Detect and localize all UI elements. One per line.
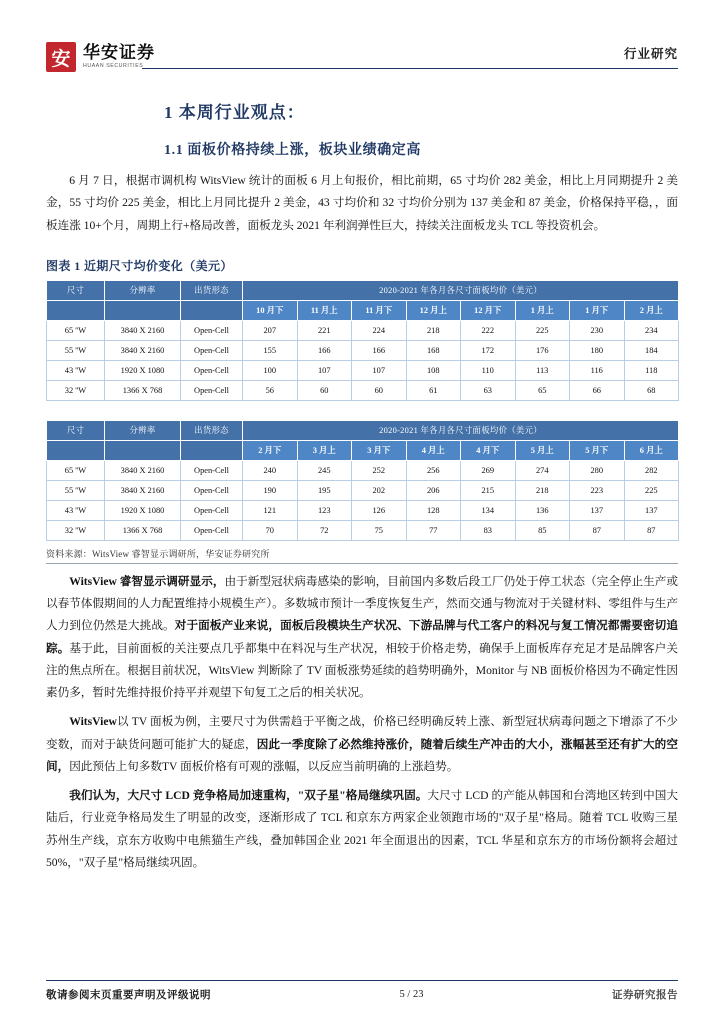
table-row (47, 480, 679, 500)
cell-value: 107 (297, 360, 352, 380)
cell-value: 118 (624, 360, 679, 380)
cell-value: 72 (297, 520, 352, 540)
table-subheader-row-2 (47, 440, 679, 460)
month-header: 1 月上 (515, 300, 570, 320)
page-number: 5 / 23 (399, 989, 424, 1000)
paragraph-3-lead: WitsView (69, 715, 117, 729)
cell-size: 55 ''W (47, 340, 105, 360)
month-header: 5 月上 (515, 440, 570, 460)
cell-value: 56 (243, 380, 298, 400)
cell-value: 206 (406, 480, 461, 500)
cell-type: Open-Cell (181, 360, 243, 380)
blank-cell (47, 300, 105, 320)
col-header-resolution: 分辨率 (105, 280, 181, 300)
cell-value: 137 (570, 500, 625, 520)
cell-value: 190 (243, 480, 298, 500)
cell-value: 166 (352, 340, 407, 360)
cell-size: 43 ''W (47, 360, 105, 380)
cell-value: 240 (243, 460, 298, 480)
month-header: 3 月下 (352, 440, 407, 460)
cell-value: 65 (515, 380, 570, 400)
cell-resolution: 1920 X 1080 (105, 500, 181, 520)
paragraph-2-lead: WitsView 睿智显示调研显示， (69, 574, 225, 588)
month-header: 10 月下 (243, 300, 298, 320)
table-header-row (47, 280, 679, 300)
cell-value: 224 (352, 320, 407, 340)
cell-value: 274 (515, 460, 570, 480)
month-header: 4 月上 (406, 440, 461, 460)
cell-value: 176 (515, 340, 570, 360)
cell-value: 60 (297, 380, 352, 400)
blank-cell (47, 440, 105, 460)
cell-value: 77 (406, 520, 461, 540)
paragraph-3 (46, 711, 678, 778)
cell-value: 87 (624, 520, 679, 540)
cell-value: 215 (461, 480, 516, 500)
header-category-label: 行业研究 (623, 47, 678, 61)
table-subheader-row-1 (47, 300, 679, 320)
month-header: 12 月上 (406, 300, 461, 320)
cell-value: 134 (461, 500, 516, 520)
cell-value: 136 (515, 500, 570, 520)
cell-type: Open-Cell (181, 500, 243, 520)
cell-value: 218 (406, 320, 461, 340)
exhibit-divider (46, 563, 678, 564)
col-header-size: 尺寸 (47, 280, 105, 300)
table-row (47, 460, 679, 480)
month-header: 6 月上 (624, 440, 679, 460)
cell-resolution: 3840 X 2160 (105, 340, 181, 360)
cell-size: 65 ''W (47, 460, 105, 480)
table-row (47, 380, 679, 400)
cell-value: 166 (297, 340, 352, 360)
cell-resolution: 1366 X 768 (105, 520, 181, 540)
cell-value: 61 (406, 380, 461, 400)
cell-value: 75 (352, 520, 407, 540)
cell-size: 55 ''W (47, 480, 105, 500)
header-divider (142, 68, 678, 69)
cell-resolution: 3840 X 2160 (105, 460, 181, 480)
cell-value: 85 (515, 520, 570, 540)
paragraph-3-tail: 因此预估上旬多数TV 面板价格有可观的涨幅，以反应当前明确的上涨趋势。 (69, 759, 459, 773)
month-header: 11 月上 (297, 300, 352, 320)
cell-value: 223 (570, 480, 625, 500)
cell-value: 121 (243, 500, 298, 520)
table-row (47, 320, 679, 340)
table-spacer (47, 400, 679, 420)
cell-type: Open-Cell (181, 480, 243, 500)
cell-value: 63 (461, 380, 516, 400)
section-heading-1: 1 本周行业观点： (164, 103, 305, 122)
cell-size: 65 ''W (47, 320, 105, 340)
company-logo (46, 42, 155, 72)
cell-value: 108 (406, 360, 461, 380)
footer-report-label: 证券研究报告 (611, 990, 678, 1001)
cell-value: 225 (624, 480, 679, 500)
cell-type: Open-Cell (181, 380, 243, 400)
cell-value: 225 (515, 320, 570, 340)
month-header: 2 月下 (243, 440, 298, 460)
blank-cell (181, 300, 243, 320)
cell-value: 116 (570, 360, 625, 380)
cell-value: 180 (570, 340, 625, 360)
cell-value: 269 (461, 460, 516, 480)
cell-value: 202 (352, 480, 407, 500)
month-header: 12 月下 (461, 300, 516, 320)
logo-mark-icon: 安 (46, 42, 76, 72)
month-header: 3 月上 (297, 440, 352, 460)
cell-value: 155 (243, 340, 298, 360)
blank-cell (181, 440, 243, 460)
cell-value: 221 (297, 320, 352, 340)
month-header: 2 月上 (624, 300, 679, 320)
paragraph-2 (46, 571, 678, 705)
paragraph-4 (46, 785, 678, 874)
col-header-type: 出货形态 (181, 420, 243, 440)
cell-value: 110 (461, 360, 516, 380)
cell-value: 222 (461, 320, 516, 340)
cell-value: 68 (624, 380, 679, 400)
table-row (47, 520, 679, 540)
paragraph-1: 6 月 7 日，根据市调机构 WitsView 统计的面板 6 月上旬报价，相比前期，65 寸均价 282 美金，相比上月同期提升 2 美金，55 寸均价 225 美金，相比上月同比提升 2 美金，43 寸均价和 32 寸均价分别为 137 美金和 87 美金，价格保持平稳，，面板连涨 10+个月，周期上行+格局改善，面板龙头 2021 年利润弹性巨大，持续关注面板龙头 TCL 等投资机会。 (46, 174, 678, 232)
table-row (47, 360, 679, 380)
paragraph-4-lead: 我们认为，大尺寸 LCD 竞争格局加速重构，"双子星"格局继续巩固。 (69, 789, 428, 802)
cell-size: 43 ''W (47, 500, 105, 520)
logo-company-name-en: HUAAN SECURITIES (83, 63, 144, 70)
cell-type: Open-Cell (181, 520, 243, 540)
footer-divider (46, 980, 678, 981)
month-header: 5 月下 (570, 440, 625, 460)
cell-value: 282 (624, 460, 679, 480)
cell-value: 70 (243, 520, 298, 540)
cell-size: 32 ''W (47, 380, 105, 400)
cell-value: 107 (352, 360, 407, 380)
section-heading-2: 1.1 面板价格持续上涨，板块业绩确定高 (164, 143, 421, 158)
cell-value: 168 (406, 340, 461, 360)
paragraph-4-body: 大尺寸 LCD 的产能从韩国和台湾地区转到中国大陆后，行业竞争格局发生了明显的改变，逐渐形成了 TCL 和京东方两家企业领跑市场的"双子星"格局。随着 TCL 收购三星苏州生产线，京东方收购中电熊猫生产线，叠加韩国企业 2021 年全面退出的因素，TCL 华星和京东方的市场份额将会超过 50%，"双子星"格局继续巩固。 (46, 789, 678, 869)
month-header: 4 月下 (461, 440, 516, 460)
cell-value: 218 (515, 480, 570, 500)
cell-value: 207 (243, 320, 298, 340)
cell-value: 230 (570, 320, 625, 340)
cell-type: Open-Cell (181, 460, 243, 480)
cell-value: 66 (570, 380, 625, 400)
table-row (47, 500, 679, 520)
page-footer (46, 980, 678, 1002)
table-row (47, 340, 679, 360)
cell-value: 126 (352, 500, 407, 520)
cell-value: 87 (570, 520, 625, 540)
paragraph-3-emphasis: 因此一季度除了必然维持涨价，随着后续生产冲击的大小，涨幅甚至还有扩大的空间， (46, 737, 678, 773)
paragraph-3-body: 以 TV 面板为例，主要尺寸为供需趋于平衡之战，价格已经明确反转上涨、新型冠状病毒问题之下增添了不少变数，而对于缺货问题可能扩大的疑虑， (46, 715, 678, 751)
cell-value: 252 (352, 460, 407, 480)
col-header-size: 尺寸 (47, 420, 105, 440)
cell-value: 280 (570, 460, 625, 480)
col-header-type: 出货形态 (181, 280, 243, 300)
col-header-group-1: 2020-2021 年各月各尺寸面板均价（美元） (243, 280, 679, 300)
paragraph-2-body: 由于新型冠状病毒感染的影响，目前国内多数后段工厂仍处于停工状态（完全停止生产或以春节体假期间的人力配置维持小规模生产）。多数城市预计一季度恢复生产，然而交通与物流对于关键材料、零组件与生产人力到位仍然是大挑战。 (46, 574, 678, 633)
cell-resolution: 3840 X 2160 (105, 320, 181, 340)
cell-value: 60 (352, 380, 407, 400)
logo-company-name: 华安证券 (83, 43, 155, 63)
cell-type: Open-Cell (181, 340, 243, 360)
cell-value: 245 (297, 460, 352, 480)
blank-cell (105, 440, 181, 460)
col-header-resolution: 分辨率 (105, 420, 181, 440)
cell-value: 100 (243, 360, 298, 380)
blank-cell (105, 300, 181, 320)
exhibit-title: 图表 1 近期尺寸均价变化（美元） (46, 258, 233, 273)
cell-resolution: 3840 X 2160 (105, 480, 181, 500)
page-header (46, 0, 678, 70)
cell-resolution: 1920 X 1080 (105, 360, 181, 380)
cell-resolution: 1366 X 768 (105, 380, 181, 400)
cell-size: 32 ''W (47, 520, 105, 540)
cell-value: 195 (297, 480, 352, 500)
cell-value: 123 (297, 500, 352, 520)
footer-disclaimer: 敬请参阅末页重要声明及评级说明 (46, 990, 211, 1001)
paragraph-2-emphasis: 对于面板产业来说，面板后段模块生产状况、下游品牌与代工客户的料况与复工情况都需要密切追踪。 (46, 619, 678, 655)
cell-value: 234 (624, 320, 679, 340)
month-header: 11 月下 (352, 300, 407, 320)
cell-value: 172 (461, 340, 516, 360)
cell-type: Open-Cell (181, 320, 243, 340)
cell-value: 184 (624, 340, 679, 360)
cell-value: 83 (461, 520, 516, 540)
price-table (46, 280, 679, 541)
col-header-group-2: 2020-2021 年各月各尺寸面板均价（美元） (243, 420, 679, 440)
paragraph-2-tail: 基于此，目前面板的关注要点几乎都集中在料况与生产状况，相较于价格走势，确保手上面板库存充足才是品牌客户关注的焦点所在。根据目前状况，WitsView 判断除了 TV 面板涨势延续的趋势明确外，Monitor 与 NB 面板价格因为不确定性因素仍多，暂时先维持报价持平并观望下旬复工之后的相关状况。 (46, 641, 678, 699)
cell-value: 137 (624, 500, 679, 520)
cell-value: 113 (515, 360, 570, 380)
exhibit-source: 资料来源：WitsView 睿智显示调研所，华安证券研究所 (46, 548, 270, 559)
cell-value: 256 (406, 460, 461, 480)
cell-value: 128 (406, 500, 461, 520)
month-header: 1 月下 (570, 300, 625, 320)
table-header-row-2 (47, 420, 679, 440)
